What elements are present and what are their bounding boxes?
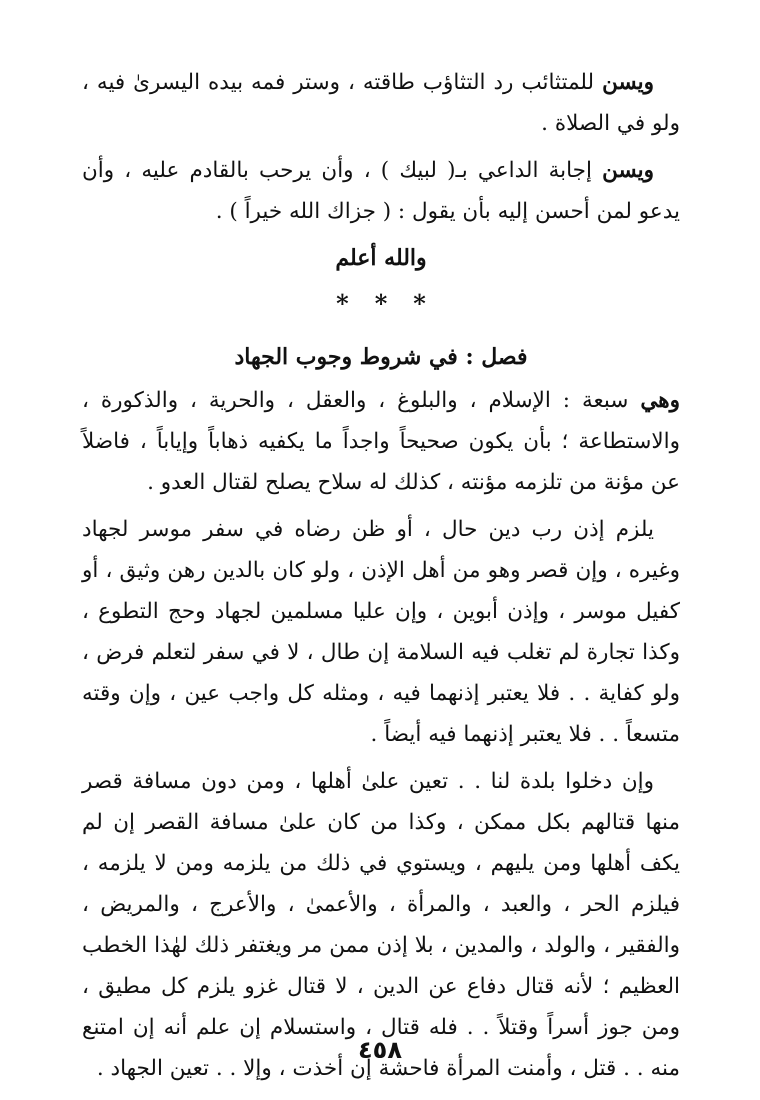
paragraph-text: للمتثائب رد التثاؤب طاقته ، وستر فمه بيده اليسرىٰ فيه ، ولو في الصلاة .	[82, 70, 680, 136]
paragraph-lead-word: وهي	[640, 388, 680, 413]
divider-star: *	[413, 289, 426, 318]
paragraph-lead-word: ويسن	[602, 70, 654, 95]
page-number: ٤٥٨	[358, 1036, 402, 1064]
paragraph-yawning	[82, 62, 680, 144]
section-divider	[82, 284, 680, 324]
paragraph-permission: يلزم إذن رب دين حال ، أو ظن رضاه في سفر موسر لجهاد وغيره ، وإن قصر وهو من أهل الإذن ، ولو كان بالدين رهن وثيق ، أو كفيل موسر ، وإذن أبوين ، وإن عليا مسلمين لجهاد وحج التطوع ، وكذا تجارة لم تغلب فيه السلامة إن طال ، لا في سفر لتعلم فرض ، ولو كفاية . . فلا يعتبر إذنهما فيه ، ومثله كل واجب عين ، وإن وقته متسعاً . . فلا يعتبر إذنهما فيه أيضاً .	[82, 517, 680, 747]
paragraph-text: سبعة : الإسلام ، والبلوغ ، والعقل ، والحرية ، والذكورة ، والاستطاعة ؛ بأن يكون صحيحاً واجداً ما يكفيه ذهاباً وإياباً ، فاضلاً عن مؤنة من تلزمه مؤنته ، كذلك له سلاح يصلح لقتال العدو .	[82, 388, 680, 495]
closing-phrase: والله أعلم	[335, 245, 427, 271]
divider-star: *	[374, 289, 388, 318]
paragraph-lead-word: ويسن	[602, 158, 654, 183]
page-body	[82, 62, 680, 1095]
paragraph-invasion: وإن دخلوا بلدة لنا . . تعين علىٰ أهلها ، ومن دون مسافة قصر منها قتالهم بكل ممكن ، وكذا من كان علىٰ مسافة القصر إن لم يكف أهلها ومن يليهم ، ويستوي في ذلك من يلزمه ومن لا يلزمه ، فيلزم الحر ، والعبد ، والمرأة ، والأعمىٰ ، والأعرج ، والمريض ، والفقير ، والولد ، والمدين ، بلا إذن ممن مر ويغتفر ذلك لهٰذا الخطب العظيم ؛ لأنه قتال دفاع عن الدين ، لا قتال غزو يلزم كل مطيق ، ومن جوز أسراً وقتلاً . . فله قتال ، واستسلام إن علم أنه إن امتنع منه . . قتل ، وأمنت المرأة فاحشة إن أخذت ، وإلا . . تعين الجهاد .	[82, 769, 680, 1081]
paragraph-conditions	[82, 380, 680, 503]
paragraph-text: إجابة الداعي بـ( لبيك ) ، وأن يرحب بالقادم عليه ، وأن يدعو لمن أحسن إليه بأن يقول : ( جزاك الله خيراً ) .	[82, 158, 680, 224]
paragraph-invitation	[82, 150, 680, 232]
section-heading: فصل : في شروط وجوب الجهاد	[234, 344, 528, 370]
divider-star: *	[336, 289, 349, 318]
